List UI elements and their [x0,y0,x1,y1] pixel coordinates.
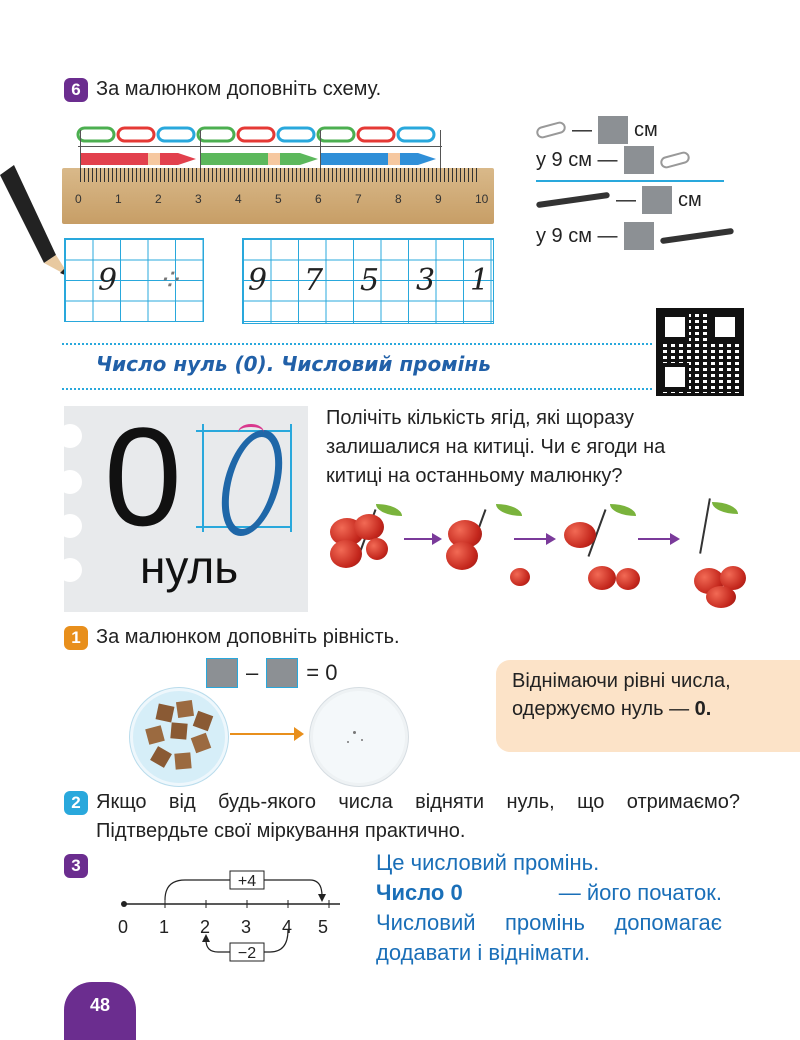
ray-line2: — його початок. [558,880,722,905]
orange-arrow [230,733,296,735]
grid-digit: 5 [360,263,380,298]
ruler-tick-label: 5 [275,192,282,206]
scheme-row-1 [536,116,658,144]
big-zero: 0 [104,398,182,555]
answer-box[interactable] [642,186,672,214]
task2-number: 2 [64,791,88,815]
answer-box[interactable] [266,658,298,688]
task6-text: За малюнком доповніть схему. [96,78,382,100]
answer-box[interactable] [206,658,238,688]
answer-box[interactable] [624,146,654,174]
unit-label: см [634,118,658,141]
stroke-arrow-icon [238,424,264,441]
berries-sequence [326,498,740,610]
arrow-head-icon [294,727,304,741]
dotted-line-bottom [62,388,652,390]
ray-label: 5 [318,917,329,937]
minus-sign: – [246,660,259,685]
ray-label: 0 [118,917,129,937]
ray-label: 2 [200,917,211,937]
dotted-line-top [62,343,652,345]
dash: — [572,118,592,141]
qr-code-icon[interactable] [656,308,744,396]
berries-task-text: Полічіть кількість ягід, які щоразу залишалися на китиці. Чи є ягоди на китиці на останньому малюнку? [326,407,666,487]
grid-digit: 9 [248,263,268,298]
plate-with-crackers [130,688,228,786]
answer-box[interactable] [598,116,628,144]
pencil-small-icon [659,228,733,244]
ruler-tick-label: 9 [435,192,442,206]
pencil-small-icon [536,192,610,208]
writing-grid-left [64,238,204,322]
ruler-tick-label: 7 [355,192,362,206]
guide-line [78,146,442,147]
scheme-row-3 [536,186,702,214]
scheme-row-4 [536,222,734,250]
paperclip-icon [659,150,691,169]
plus-label: +4 [237,873,257,890]
grid-digit: 3 [416,263,436,298]
paperclips-row [75,124,445,146]
equation [206,658,337,688]
task1-text: За малюнком доповніть рівність. [96,626,400,648]
ray-line1: Це числовий промінь. [376,850,600,875]
page-number-tab [64,982,136,1040]
ruler-tick-label: 0 [75,192,82,206]
ray-bold: Число 0 [376,880,463,905]
page-number: 48 [89,995,111,1015]
answer-box[interactable] [624,222,654,250]
dash: — [616,188,636,211]
ruler-tick-label: 8 [395,192,402,206]
section-title: Число нуль (0). Числовий промінь [96,352,491,376]
ray-label: 4 [282,917,293,937]
ray-explanation [376,848,722,968]
ray-line3: Числовий промінь допомагає додавати і віднімати. [376,910,722,965]
ray-label: 1 [159,917,170,937]
rule-note-bold: 0. [694,698,712,720]
ray-label: 3 [241,917,252,937]
task2-text: Якщо від будь-якого числа відняти нуль, що отримаємо? Підтвердьте свої міркування практично. [96,791,740,842]
equals-zero: = 0 [306,660,338,685]
zero-word: нуль [140,541,239,593]
ruler-tick-label: 3 [195,192,202,206]
rule-note [496,660,800,752]
grid-digit: 1 [470,263,490,298]
paperclip-icon [535,120,567,139]
ruler-tick-label: 2 [155,192,162,206]
empty-plate [310,688,408,786]
unit-label: см [678,188,702,211]
dotted-zero: ⁘ [156,263,182,298]
task3-number: 3 [64,854,88,878]
ruler-tick-label: 1 [115,192,122,206]
minus-label: −2 [237,945,257,962]
task6-number: 6 [64,78,88,102]
scheme-row-2 [536,146,690,174]
grid-digit: 7 [304,263,324,298]
task1-number: 1 [64,626,88,650]
pencils-row [78,150,458,168]
divider [536,180,724,182]
ruler-tick-label: 6 [315,192,322,206]
ruler-tick-label: 4 [235,192,242,206]
ruler-tick-label: 10 [475,192,489,206]
prefix-label: у 9 см — [536,148,618,171]
grid-digit: 9 [98,263,118,298]
prefix-label: у 9 см — [536,224,618,247]
rule-note-text: Віднімаючи рівні числа, одержуємо нуль — [512,670,731,720]
